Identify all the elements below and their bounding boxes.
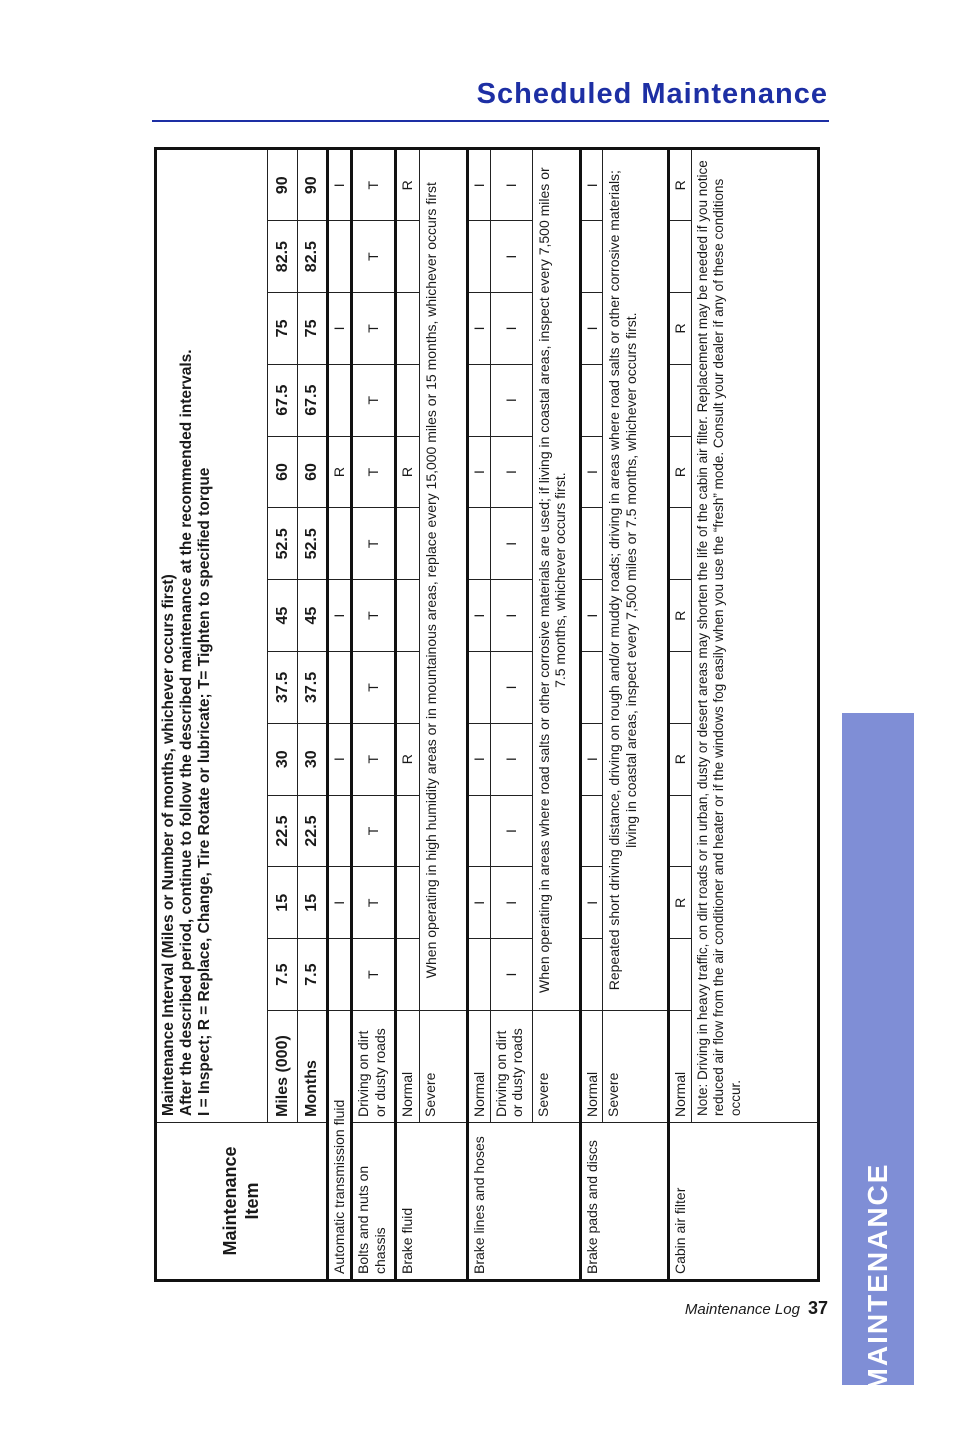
schedule-code [467,221,490,293]
months-value: 60 [298,436,328,508]
miles-value: 52.5 [268,508,298,580]
schedule-code [467,364,490,436]
schedule-code [328,939,352,1011]
schedule-code [467,652,490,724]
schedule-code [669,652,692,724]
schedule-code [669,795,692,867]
schedule-code: I [467,436,490,508]
schedule-code [328,221,352,293]
miles-value: 90 [268,149,298,221]
schedule-code: T [351,723,395,795]
schedule-code: T [351,508,395,580]
schedule-code [580,221,603,293]
schedule-code: I [580,580,603,652]
schedule-code: R [669,867,692,939]
schedule-code: T [351,580,395,652]
condition-label: Severe [603,1011,669,1123]
schedule-code: I [490,149,532,221]
months-value: 90 [298,149,328,221]
interval-header [156,149,268,1123]
months-value: 22.5 [298,795,328,867]
section-side-tab-label: MAINTENANCE [862,1163,893,1392]
severe-note: When operating in areas where road salts or other corrosive materials are used; if living in coastal areas, inspect every 7,500 miles or 7.5 months, whichever occurs first. [532,149,580,1011]
months-label: Months [298,1011,328,1123]
months-value: 15 [298,867,328,939]
schedule-code [395,221,419,293]
schedule-code: I [467,580,490,652]
schedule-code: I [467,867,490,939]
schedule-code [328,652,352,724]
miles-value: 45 [268,580,298,652]
cabin-filter-note: Note: Driving in heavy traffic, on dirt roads or in urban, dusty or desert areas may shorten the life of the cabin air filter. Replacement may be needed if you notice reduced air flow from the air conditioner and heater or if the windows fog easily when you use the “fresh” mode. Consult your dealer if any of these conditions occur. [692,149,819,1123]
schedule-code: I [490,867,532,939]
condition-label: Normal [395,1011,419,1123]
schedule-code: T [351,867,395,939]
item-bolts-and-nuts: Bolts and nuts on chassis [351,1123,395,1281]
schedule-code [669,221,692,293]
months-value: 37.5 [298,652,328,724]
schedule-code [395,652,419,724]
schedule-code: T [351,795,395,867]
schedule-code [669,939,692,1011]
schedule-code [395,867,419,939]
schedule-code: I [580,867,603,939]
page-title: Scheduled Maintenance [476,78,828,110]
severe-note: Repeated short driving distance, driving on rough and/or muddy roads; driving in areas where road salts or other corrosive materials; living in coastal areas, inspect every 7,500 miles or 7.5 months, whichever occurs first. [603,149,669,1011]
condition-label: Normal [467,1011,490,1123]
title-divider [152,120,829,122]
miles-value: 75 [268,293,298,365]
schedule-code [328,795,352,867]
schedule-code: R [669,149,692,221]
schedule-code [580,939,603,1011]
miles-value: 7.5 [268,939,298,1011]
miles-value: 82.5 [268,221,298,293]
schedule-code: R [395,436,419,508]
schedule-code: T [351,149,395,221]
schedule-code: R [395,723,419,795]
miles-value: 37.5 [268,652,298,724]
schedule-code: T [351,364,395,436]
schedule-code [467,795,490,867]
item-brake-pads-and-discs: Brake pads and discs [580,1123,669,1281]
schedule-code: I [328,293,352,365]
schedule-code: I [490,364,532,436]
maintenance-item-header: Maintenance Item [156,1123,328,1281]
page-number: 37 [807,1298,828,1318]
months-value: 82.5 [298,221,328,293]
schedule-code: I [580,149,603,221]
schedule-code: I [490,652,532,724]
schedule-code: I [490,221,532,293]
condition-label: Normal [669,1011,692,1123]
maintenance-table [154,147,820,1282]
miles-label: Miles (000) [268,1011,298,1123]
schedule-code: I [328,580,352,652]
schedule-code: R [669,723,692,795]
miles-value: 67.5 [268,364,298,436]
months-value: 75 [298,293,328,365]
schedule-code: R [669,293,692,365]
months-value: 67.5 [298,364,328,436]
schedule-code: I [467,149,490,221]
schedule-code: R [669,436,692,508]
schedule-code: T [351,939,395,1011]
maintenance-table-rotated [154,150,820,1282]
schedule-code [580,364,603,436]
schedule-code: R [328,436,352,508]
schedule-code [669,508,692,580]
item-cabin-air-filter: Cabin air filter [669,1123,819,1281]
schedule-code: T [351,436,395,508]
item-automatic-transmission-fluid: Automatic transmission fluid [328,1011,352,1281]
maintenance-table-frame [154,150,820,1282]
months-value: 30 [298,723,328,795]
months-value: 52.5 [298,508,328,580]
schedule-code: I [467,293,490,365]
schedule-code: I [580,723,603,795]
page-footer [685,1298,828,1319]
schedule-code [395,795,419,867]
schedule-code: I [328,867,352,939]
miles-value: 22.5 [268,795,298,867]
schedule-code [580,652,603,724]
schedule-code: I [490,508,532,580]
schedule-code: I [490,939,532,1011]
schedule-code: R [669,580,692,652]
schedule-code [395,364,419,436]
section-side-tab[interactable] [842,713,914,1392]
schedule-code [328,508,352,580]
schedule-code [580,795,603,867]
schedule-code: I [490,723,532,795]
schedule-code [395,580,419,652]
months-value: 7.5 [298,939,328,1011]
condition-label: Normal [580,1011,603,1123]
schedule-code: I [490,436,532,508]
schedule-code [669,364,692,436]
interval-title-line: After the described period, continue to follow the described maintenance at the recommended intervals. [177,349,195,1116]
schedule-code [467,508,490,580]
condition-label: Driving on dirt or dusty roads [490,1011,532,1123]
schedule-code: I [580,436,603,508]
item-brake-fluid: Brake fluid [395,1123,467,1281]
severe-note: When operating in high humidity areas or in mountainous areas, replace every 15,000 miles or 15 months, whichever occurs first [419,149,467,1011]
miles-value: 15 [268,867,298,939]
schedule-code: I [490,580,532,652]
schedule-code: I [580,293,603,365]
months-value: 45 [298,580,328,652]
miles-value: 60 [268,436,298,508]
schedule-code: I [328,723,352,795]
schedule-code: T [351,293,395,365]
item-brake-lines-and-hoses: Brake lines and hoses [467,1123,580,1281]
condition-label: Severe [532,1011,580,1123]
schedule-code: I [490,293,532,365]
interval-title-line: Maintenance Interval (Miles or Number of months, whichever occurs first) [160,574,177,1116]
schedule-code [395,293,419,365]
schedule-code: I [490,795,532,867]
schedule-code [395,939,419,1011]
schedule-code: R [395,149,419,221]
schedule-code: T [351,652,395,724]
schedule-code [395,508,419,580]
schedule-code: I [467,723,490,795]
schedule-code: T [351,221,395,293]
schedule-code [580,508,603,580]
condition-label: Severe [419,1011,467,1123]
schedule-code [467,939,490,1011]
schedule-code [328,364,352,436]
condition-label: Driving on dirt or dusty roads [351,1011,395,1123]
interval-legend-line: I = Inspect; R = Replace, Change, Tire Rotate or lubricate; T= Tighten to specified torque [195,467,213,1116]
schedule-code: I [328,149,352,221]
footer-section-label: Maintenance Log [684,1301,800,1318]
miles-value: 30 [268,723,298,795]
